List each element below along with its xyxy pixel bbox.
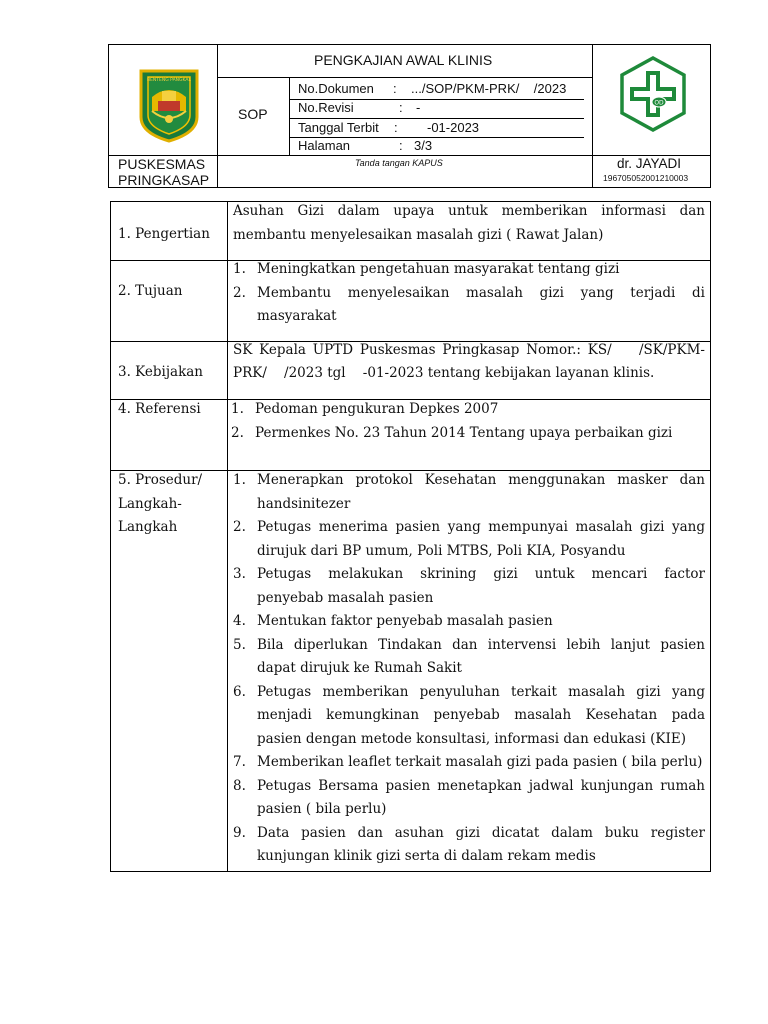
list-number: 2.: [233, 284, 246, 301]
section-label: 3. Kebijakan: [118, 364, 204, 380]
list-text-line: Petugas memberikan penyuluhan terkait masalah gizi yang: [257, 683, 705, 700]
doc-field-value: 3/3: [414, 138, 433, 153]
column-divider: [227, 202, 228, 871]
list-text-line: Memberikan leaflet terkait masalah gizi pada pasien ( bila perlu): [257, 754, 703, 770]
section-text-line: Asuhan Gizi dalam upaya untuk memberikan informasi dan: [233, 203, 705, 219]
section-text-line: SK Kepala UPTD Puskesmas Pringkasap Nomor.: KS/ /SK/PKM-: [233, 342, 705, 358]
sop-label: SOP: [238, 106, 268, 122]
list-item: [233, 563, 705, 610]
header-divider: [592, 45, 593, 187]
list-text-line: pasien dengan metode konsultasi, informasi dan edukasi (KIE): [257, 730, 686, 747]
list-text-line: Bila diperlukan Tindakan dan intervensi lebih lanjut pasien: [257, 636, 705, 653]
header-divider: [289, 77, 290, 155]
puskesmas-logo: [618, 55, 688, 133]
header-divider: [289, 118, 584, 119]
list-item: [233, 469, 705, 516]
list-number: 1.: [231, 401, 244, 417]
doc-field-label: No.Revisi: [298, 100, 354, 115]
list-text-line: Mentukan faktor penyebab masalah pasien: [257, 613, 553, 629]
list-text-line: menjadi kemungkinan penyebab masalah Kesehatan pada: [257, 707, 705, 723]
doc-field-sep: :: [399, 138, 403, 153]
logo-motto: BENTENG PANGKAL: [147, 78, 191, 83]
doc-field-value: .../SOP/PKM-PRK/ /2023: [411, 81, 567, 96]
doc-field-sep: :: [393, 81, 397, 96]
list-item: [233, 751, 705, 775]
list-text-line: penyebab masalah pasien: [257, 589, 434, 606]
list-item: [233, 634, 705, 681]
list-item: [233, 282, 705, 329]
list-text-line: Permenkes No. 23 Tahun 2014 Tentang upaya perbaikan gizi: [255, 424, 673, 441]
prosedur-list: [233, 469, 705, 869]
section-label: 4. Referensi: [118, 401, 201, 417]
list-text-line: dapat dirujuk ke Rumah Sakit: [257, 660, 462, 676]
org-name-line: PRINGKASAP: [118, 172, 210, 188]
section-label-line: 5. Prosedur/: [118, 472, 203, 488]
list-item: [233, 516, 705, 563]
section-label-line: Langkah-: [118, 495, 182, 512]
header-divider: [217, 45, 218, 187]
list-number: 1.: [233, 261, 246, 277]
list-number: 6.: [233, 683, 246, 700]
head-nip: 196705052001210003: [603, 173, 689, 183]
list-text-line: masyarakat: [257, 308, 337, 324]
list-number: 5.: [233, 636, 246, 653]
list-number: 2.: [231, 424, 244, 441]
section-label-line: Langkah: [118, 519, 178, 535]
referensi-list: [231, 398, 703, 445]
section-text-line: membantu menyelesaikan masalah gizi ( Rawat Jalan): [233, 227, 604, 243]
list-text-line: Meningkatkan pengetahuan masyarakat tentang gizi: [257, 261, 620, 277]
list-text-line: Data pasien dan asuhan gizi dicatat dalam buku register: [257, 824, 705, 841]
regency-logo: [138, 67, 200, 143]
list-text-line: kunjungan klinik gizi serta di dalam rekam medis: [257, 848, 596, 864]
doc-field-label: Tanggal Terbit: [298, 120, 379, 135]
list-number: 3.: [233, 566, 246, 582]
list-text-line: Membantu menyelesaikan masalah gizi yang terjadi di: [257, 284, 705, 301]
list-number: 9.: [233, 824, 246, 841]
list-text-line: Petugas menerima pasien yang mempunyai masalah gizi yang: [257, 519, 705, 535]
list-number: 1.: [233, 472, 246, 488]
list-number: 4.: [233, 613, 246, 629]
list-item: [231, 422, 703, 446]
list-text-line: pasien ( bila perlu): [257, 801, 387, 817]
section-label: [118, 469, 202, 540]
list-text-line: handsinitezer: [257, 495, 351, 512]
list-text-line: Petugas melakukan skrining gizi untuk mencari factor: [257, 566, 705, 582]
list-item: [233, 681, 705, 752]
document-title: PENGKAJIAN AWAL KLINIS: [314, 52, 493, 68]
section-label: 1. Pengertian: [118, 226, 210, 242]
doc-field-label: Halaman: [298, 138, 351, 153]
list-text-line: Pedoman pengukuran Depkes 2007: [255, 401, 499, 417]
tujuan-list: [233, 258, 705, 329]
doc-field-label: No.Dokumen: [298, 81, 374, 96]
doc-field-value: -01-2023: [427, 120, 480, 135]
list-number: 2.: [233, 519, 246, 535]
section-label: 2. Tujuan: [118, 283, 183, 299]
list-item: [233, 822, 705, 869]
head-name: dr. JAYADI: [617, 156, 682, 171]
document-header: [108, 44, 711, 188]
list-text-line: dirujuk dari BP umum, Poli MTBS, Poli KIA, Posyandu: [257, 542, 626, 559]
list-item: [233, 258, 705, 282]
section-text-line: PRK/ /2023 tgl -01-2023 tentang kebijakan layanan klinis.: [233, 365, 655, 381]
list-item: [233, 610, 705, 634]
doc-field-sep: :: [394, 120, 398, 135]
signature-caption: Tanda tangan KAPUS: [355, 158, 443, 168]
doc-field-value: -: [416, 100, 421, 115]
list-number: 8.: [233, 777, 246, 794]
sop-content-table: [110, 201, 711, 872]
list-text-line: Petugas Bersama pasien menetapkan jadwal kunjungan rumah: [257, 777, 705, 794]
list-text-line: Menerapkan protokol Kesehatan menggunakan masker dan: [257, 472, 705, 488]
org-name: [118, 156, 209, 188]
list-item: [233, 775, 705, 822]
list-item: [231, 398, 703, 422]
header-divider: [217, 77, 592, 78]
org-name-line: PUSKESMAS: [118, 156, 206, 172]
list-number: 7.: [233, 754, 246, 770]
logo-initials: OD: [654, 99, 664, 107]
doc-field-sep: :: [399, 100, 403, 115]
